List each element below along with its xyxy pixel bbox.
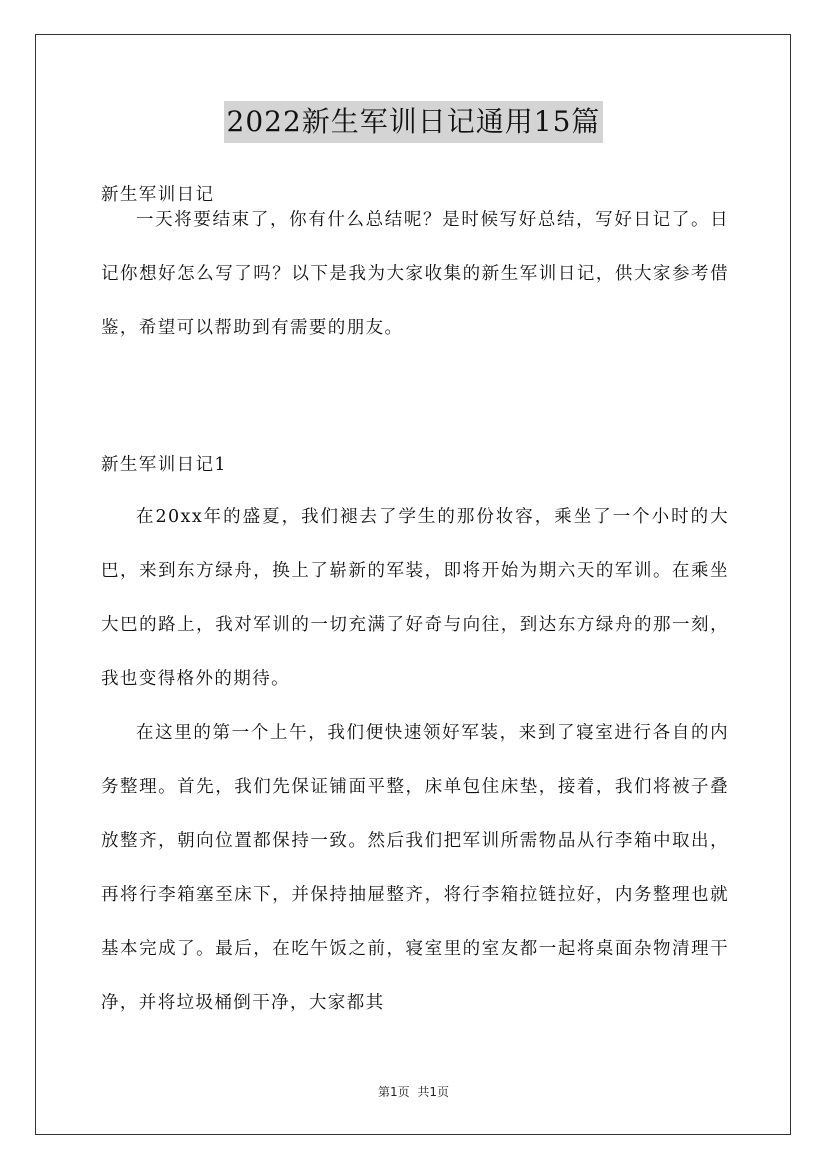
entry-heading: 新生军训日记1 xyxy=(101,455,227,475)
page-footer xyxy=(0,1083,827,1100)
title-container xyxy=(0,101,827,143)
document-title: 2022新生军训日记通用15篇 xyxy=(224,101,604,143)
body-paragraph-1: 在20xx年的盛夏，我们褪去了学生的那份妆容，乘坐了一个小时的大巴，来到东方绿舟，换上了崭新的军装，即将开始为期六天的军训。在乘坐大巴的路上，我对军训的一切充满了好奇与向往，到达东方绿舟的那一刻，我也变得格外的期待。 xyxy=(101,507,729,689)
section-heading: 新生军训日记 xyxy=(101,185,215,205)
body-paragraph-2: 在这里的第一个上午，我们便快速领好军装，来到了寝室进行各自的内务整理。首先，我们先保证铺面平整，床单包住床垫，接着，我们将被子叠放整齐，朝向位置都保持一致。然后我们把军训所需物品从行李箱中取出，再将行李箱塞至床下，并保持抽屉整齐，将行李箱拉链拉好，内务整理也就基本完成了。最后，在吃午饭之前，寝室里的室友都一起将桌面杂物清理干净，并将垃圾桶倒干净，大家都其 xyxy=(101,723,729,1013)
entry-body xyxy=(101,490,729,1030)
intro-paragraph: 一天将要结束了，你有什么总结呢？是时候写好总结，写好日记了。日记你想好怎么写了吗？以下是我为大家收集的新生军训日记，供大家参考借鉴，希望可以帮助到有需要的朋友。 xyxy=(101,210,729,338)
intro-block xyxy=(101,193,729,355)
page-number-current: 第1页 xyxy=(377,1085,410,1099)
page-number-total: 共1页 xyxy=(417,1085,450,1099)
